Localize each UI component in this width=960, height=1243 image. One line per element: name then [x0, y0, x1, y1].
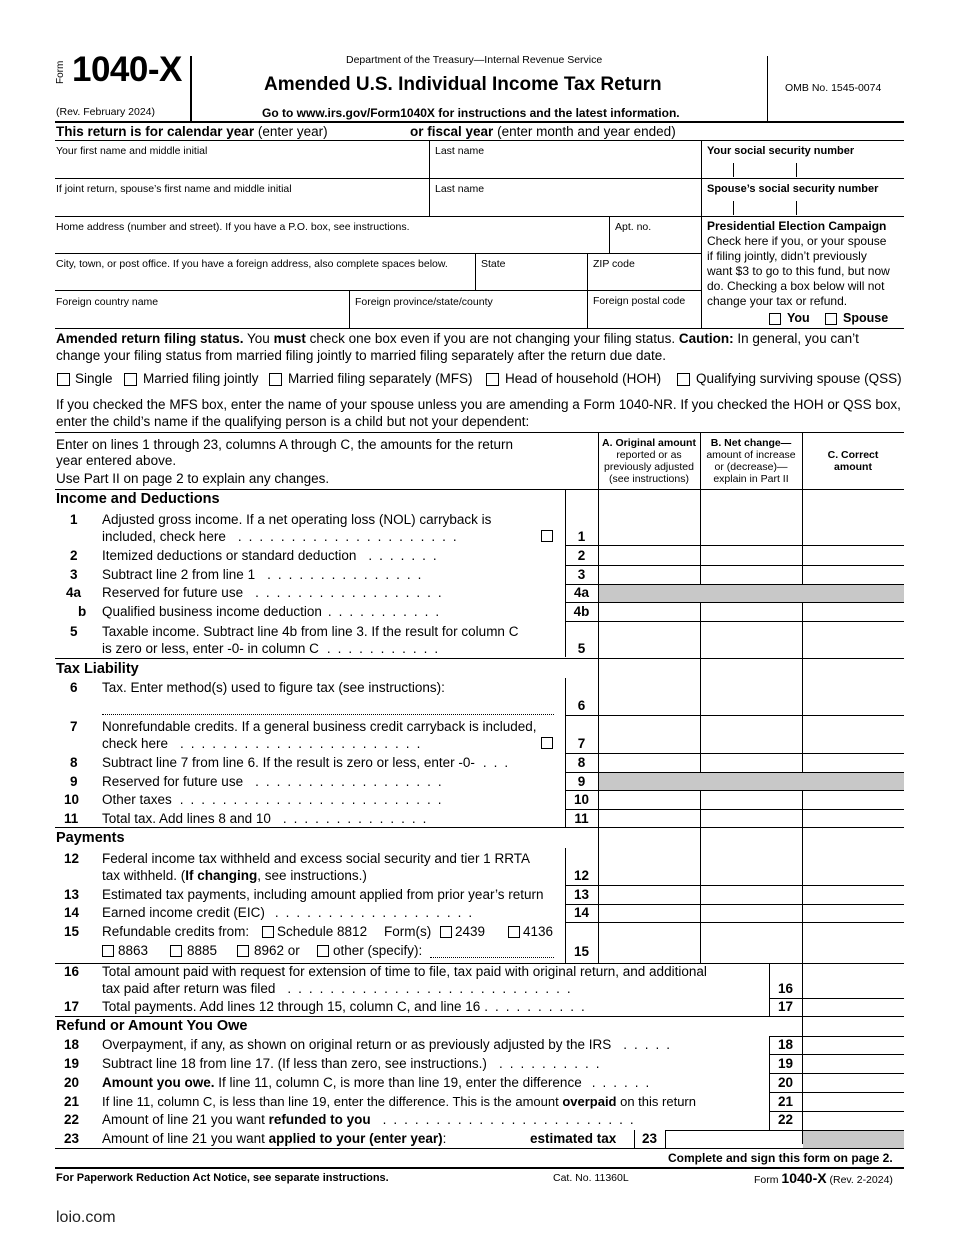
line-number: 10 — [64, 792, 80, 807]
row-rule — [565, 545, 904, 546]
box-number: 4b — [573, 604, 590, 619]
row-rule — [565, 715, 904, 716]
line-number: 18 — [64, 1037, 80, 1052]
form-title: Amended U.S. Individual Income Tax Return — [264, 74, 662, 95]
line-7-text-2: check here ....................... — [102, 736, 428, 751]
cat-number: Cat. No. 11360L — [553, 1172, 629, 1184]
box-number: 7 — [577, 736, 586, 751]
line-1-text: Adjusted gross income. If a net operating loss (NOL) carryback is — [102, 512, 492, 527]
ssn-tick — [733, 201, 734, 215]
line-8-text: Subtract line 7 from line 6. If the result is zero or less, enter -0- ... — [102, 755, 516, 770]
row-rule — [565, 565, 904, 566]
line-number: 8 — [70, 755, 78, 770]
line-number: 22 — [64, 1112, 80, 1127]
form-word: Form — [55, 60, 66, 84]
line-2-text: Itemized deductions or standard deduction ....... — [102, 548, 444, 563]
line-15-text: Refundable credits from: — [102, 924, 250, 939]
box-number: 17 — [777, 999, 794, 1014]
other-credit-checkbox[interactable] — [317, 945, 329, 957]
line-10-text: Other taxes ......................... — [102, 792, 449, 807]
line-17-text: Total payments. Add lines 12 through 15, column C, and line 16 .......... — [102, 999, 592, 1014]
box-number: 22 — [777, 1112, 794, 1127]
spouse-last-name-field[interactable]: Last name — [435, 183, 485, 195]
zip-field[interactable]: ZIP code — [593, 258, 635, 270]
hoh-label: Head of household (HOH) — [505, 371, 662, 386]
form-2439-label: 2439 — [455, 924, 486, 939]
box-number: 20 — [777, 1075, 794, 1090]
box-number: 5 — [577, 641, 586, 656]
complete-sign-note: Complete and sign this form on page 2. — [668, 1151, 893, 1165]
form-8885-label: 8885 — [187, 943, 218, 958]
grid-line — [55, 290, 701, 291]
line-number: 3 — [70, 567, 78, 582]
pec-you-label: You — [787, 311, 810, 325]
col-b-header: B. Net change— amount of increase or (decrease)— explain in Part II — [706, 437, 796, 485]
section-payments: Payments — [56, 830, 125, 846]
row-rule — [565, 809, 904, 810]
line-1-nol-checkbox[interactable] — [541, 530, 553, 542]
grid-line — [475, 253, 476, 290]
box-number: 9 — [577, 774, 586, 789]
line-12-text-2: tax withheld. (If changing, see instructions.) — [102, 868, 367, 883]
omb-number: OMB No. 1545-0074 — [785, 82, 882, 94]
line-number: 23 — [64, 1131, 80, 1146]
state-field[interactable]: State — [481, 258, 506, 270]
line-number: 17 — [64, 999, 80, 1014]
form-2439-checkbox[interactable] — [440, 926, 452, 938]
department: Department of the Treasury—Internal Revenue Service — [346, 54, 603, 66]
line-5-text: Taxable income. Subtract line 4b from line 3. If the result for column C — [102, 624, 519, 639]
line-number: 1 — [70, 512, 78, 527]
filing-status-text: Amended return filing status. You must check one box even if you are not changing your filing status. Caution: In general, you can’t — [56, 331, 859, 346]
linenum-line — [665, 1130, 666, 1148]
row-rule — [565, 602, 904, 603]
form-8962-label: 8962 or — [254, 943, 300, 958]
ssn-field[interactable]: Your social security number — [707, 145, 855, 157]
section-rule — [55, 1016, 904, 1017]
row-rule — [565, 904, 904, 905]
pec-line: want $3 to go to this fund, but now — [707, 264, 890, 278]
header-divider-right — [767, 56, 768, 122]
line-number: 11 — [64, 811, 79, 826]
other-specify-input[interactable] — [430, 957, 554, 958]
single-checkbox[interactable] — [57, 373, 70, 386]
line-3-text: Subtract line 2 from line 1 ............... — [102, 567, 429, 582]
box-number: 23 — [641, 1131, 658, 1146]
instructions-link[interactable]: Go to www.irs.gov/Form1040X for instructions and the latest information. — [262, 106, 680, 120]
line-6-method-input[interactable] — [102, 714, 554, 715]
grid-line — [55, 432, 904, 433]
row-rule — [565, 772, 904, 773]
ssn-tick — [796, 163, 797, 177]
section-refund: Refund or Amount You Owe — [56, 1018, 248, 1034]
line-14-text: Earned income credit (EIC) ................... — [102, 905, 480, 920]
line-number: 21 — [64, 1094, 80, 1109]
col-b-line — [700, 432, 701, 963]
line-7-text: Nonrefundable credits. If a general business credit carryback is included, — [102, 719, 537, 734]
box-number: 12 — [573, 868, 590, 883]
line-number: 9 — [70, 774, 78, 789]
line-number: b — [78, 604, 87, 619]
mfs-checkbox[interactable] — [269, 373, 282, 386]
row-rule — [565, 922, 904, 923]
city-field[interactable]: City, town, or post office. If you have a foreign address, also complete spaces below. — [56, 258, 448, 270]
line-number: 5 — [70, 624, 78, 639]
col-c-header: C. Correct amount — [827, 449, 879, 473]
form-8962-checkbox[interactable] — [237, 945, 249, 957]
table-intro-2: year entered above. — [56, 453, 177, 468]
spouse-ssn-field[interactable]: Spouse’s social security number — [707, 183, 879, 195]
ssn-tick — [796, 201, 797, 215]
section-rule — [55, 827, 904, 828]
col-a-line — [598, 432, 599, 963]
line-16-text: Total amount paid with request for extension of time to file, tax paid with original return, and additional — [102, 964, 707, 979]
line-number: 16 — [64, 964, 80, 979]
form-8885-checkbox[interactable] — [170, 945, 182, 957]
pec-line: if filing jointly, didn’t previously — [707, 249, 867, 263]
line-number: 6 — [70, 680, 78, 695]
home-address-field[interactable]: Home address (number and street). If you have a P.O. box, see instructions. — [56, 221, 410, 233]
pec-you-checkbox[interactable] — [769, 313, 781, 325]
col-a-header: A. Original amount reported or as previously adjusted (see instructions) — [602, 437, 696, 485]
line-number: 2 — [70, 548, 78, 563]
box-number: 8 — [577, 755, 586, 770]
line-21-text: If line 11, column C, is less than line 19, enter the difference. This is the amount overpaid on this return — [102, 1094, 696, 1109]
line-number: 7 — [70, 719, 78, 734]
line-19-text: Subtract line 18 from line 17. (If less than zero, see instructions.) .......... — [102, 1056, 607, 1071]
box-number: 1 — [577, 529, 586, 544]
box-number: 11 — [574, 811, 589, 826]
footer-form-id: Form 1040-X (Rev. 2-2024) — [754, 1170, 893, 1186]
header-bottom-rule — [55, 121, 904, 123]
line-4b-text: Qualified business income deduction ........... — [102, 604, 447, 619]
grid-line — [55, 216, 904, 217]
reserved-cell-23 — [803, 1130, 904, 1148]
schedule-8812-checkbox[interactable] — [262, 926, 274, 938]
schedule-8812-label: Schedule 8812 — [277, 924, 368, 939]
reserved-cell-9 — [599, 772, 904, 790]
reserved-cell-4a — [599, 584, 904, 602]
apt-field[interactable]: Apt. no. — [615, 221, 652, 233]
line-9-text: Reserved for future use .................. — [102, 774, 449, 789]
line-number: 15 — [64, 924, 80, 939]
foreign-country-field[interactable]: Foreign country name — [56, 296, 159, 308]
line-number: 14 — [64, 905, 80, 920]
grid-line — [609, 216, 610, 253]
line-13-text: Estimated tax payments, including amount applied from prior year’s return — [102, 887, 544, 902]
line-5-text-2: is zero or less, enter -0- in column C ........... — [102, 641, 446, 656]
hoh-checkbox[interactable] — [486, 373, 499, 386]
box-number: 3 — [577, 567, 586, 582]
single-label: Single — [75, 371, 113, 386]
other-credit-label: other (specify): — [333, 943, 423, 958]
form-number: 1040-X — [72, 50, 182, 89]
qss-checkbox[interactable] — [677, 373, 690, 386]
line-20-text: Amount you owe. If line 11, column C, is more than line 19, enter the difference ...... — [102, 1075, 657, 1090]
ssn-tick — [733, 163, 734, 177]
table-intro-3: Use Part II on page 2 to explain any changes. — [56, 471, 330, 486]
box-number: 14 — [573, 905, 590, 920]
line-1-text-2: included, check here ..................... — [102, 529, 464, 544]
row-rule — [565, 584, 904, 585]
footer-rule — [55, 1167, 904, 1169]
grid-line — [55, 328, 904, 329]
box-number: 6 — [577, 698, 586, 713]
box-number: 15 — [573, 944, 590, 959]
row-rule — [565, 621, 904, 622]
foreign-postal-field[interactable]: Foreign postal code — [593, 295, 686, 307]
line-number: 4a — [66, 585, 82, 600]
section-tax: Tax Liability — [56, 661, 139, 677]
pec-line: change your tax or refund. — [707, 294, 848, 308]
grid-line — [55, 253, 701, 254]
form-4136-label: 4136 — [523, 924, 554, 939]
box-number: 13 — [573, 887, 590, 902]
box-number: 16 — [777, 981, 794, 996]
pec-line: do. Checking a box below will not — [707, 279, 885, 293]
fiscal-year-label: or fiscal year (enter month and year ended) — [410, 124, 676, 139]
mfj-label: Married filing jointly — [143, 371, 259, 386]
pec-spouse-label: Spouse — [843, 311, 889, 325]
box-number: 21 — [777, 1094, 794, 1109]
calendar-rule — [55, 140, 904, 141]
form-8863-checkbox[interactable] — [102, 945, 114, 957]
pec-spouse-checkbox[interactable] — [825, 313, 837, 325]
line-number: 13 — [64, 887, 80, 902]
box-number: 19 — [777, 1056, 794, 1071]
foreign-province-field[interactable]: Foreign province/state/county — [355, 296, 493, 308]
estimated-tax-label: estimated tax — [530, 1131, 617, 1146]
row-rule — [55, 1148, 904, 1149]
row-rule — [769, 1054, 904, 1055]
box-number: 4a — [573, 585, 590, 600]
line-22-text: Amount of line 21 you want refunded to you ........................ — [102, 1112, 641, 1127]
box-number: 2 — [577, 548, 586, 563]
line-7-credit-checkbox[interactable] — [541, 737, 553, 749]
mfs-note-2: enter the child’s name if the qualifying person is a child but not your dependent: — [56, 414, 530, 429]
line-6-text: Tax. Enter method(s) used to figure tax (see instructions): — [102, 680, 445, 695]
header-divider-left — [190, 56, 192, 122]
line-number: 20 — [64, 1075, 80, 1090]
mfs-note: If you checked the MFS box, enter the name of your spouse unless you are amending a Form 1040-NR. If you checked the HOH or QSS box, — [56, 397, 901, 412]
forms-label: Form(s) — [384, 924, 432, 939]
qss-label: Qualifying surviving spouse (QSS) — [696, 371, 902, 386]
line-11-text: Total tax. Add lines 8 and 10 .............. — [102, 811, 434, 826]
grid-line — [55, 178, 904, 179]
line-23-text: Amount of line 21 you want applied to your (enter year): — [102, 1131, 447, 1146]
mfs-label: Married filing separately (MFS) — [288, 371, 473, 386]
line-number: 12 — [64, 851, 80, 866]
row-rule — [665, 1130, 904, 1131]
grid-line — [349, 290, 350, 328]
line-number: 19 — [64, 1056, 80, 1071]
grid-line — [55, 489, 904, 490]
section-income: Income and Deductions — [56, 491, 220, 507]
pec-title: Presidential Election Campaign — [707, 219, 887, 233]
first-name-field[interactable]: Your first name and middle initial — [56, 145, 208, 157]
form-8863-label: 8863 — [118, 943, 149, 958]
last-name-field[interactable]: Last name — [435, 145, 485, 157]
line-18-text: Overpayment, if any, as shown on original return or as previously adjusted by the IRS ..... — [102, 1037, 678, 1052]
row-rule — [769, 1073, 904, 1074]
paperwork-notice: For Paperwork Reduction Act Notice, see separate instructions. — [56, 1172, 389, 1184]
spouse-first-name-field[interactable]: If joint return, spouse’s first name and middle initial — [56, 183, 292, 195]
form-4136-checkbox[interactable] — [508, 926, 520, 938]
box-number: 18 — [777, 1037, 794, 1052]
row-rule — [769, 1092, 904, 1093]
line-12-text: Federal income tax withheld and excess social security and tier 1 RRTA — [102, 851, 530, 866]
watermark: loio.com — [56, 1209, 116, 1226]
row-rule — [565, 790, 904, 791]
row-rule — [565, 885, 904, 886]
filing-status-text-2: change your filing status from married filing jointly to married filing separately after the return due date. — [56, 348, 667, 363]
line-16-text-2: tax paid after return was filed ........................... — [102, 981, 578, 996]
calendar-year-label: This return is for calendar year (enter year) — [56, 124, 328, 139]
line-4a-text: Reserved for future use .................. — [102, 585, 449, 600]
section-rule — [55, 658, 904, 659]
pec-line: Check here if you, or your spouse — [707, 234, 887, 248]
mfj-checkbox[interactable] — [124, 373, 137, 386]
revision-date: (Rev. February 2024) — [56, 106, 156, 118]
box-number: 10 — [573, 792, 590, 807]
table-intro: Enter on lines 1 through 23, columns A through C, the amounts for the return — [56, 437, 514, 452]
grid-line — [701, 140, 702, 328]
row-rule — [565, 753, 904, 754]
